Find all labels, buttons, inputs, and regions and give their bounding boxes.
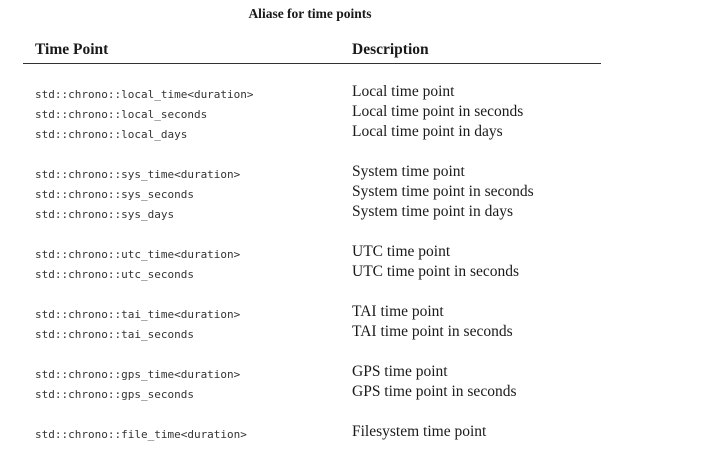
time-point-description: Filesystem time point xyxy=(352,423,487,440)
time-point-code: std::chrono::sys_time<duration> xyxy=(35,168,241,181)
time-point-description: Local time point in days xyxy=(352,123,503,140)
time-point-code: std::chrono::sys_seconds xyxy=(35,188,194,201)
table-row xyxy=(0,243,705,263)
time-point-description: Local time point in seconds xyxy=(352,103,524,120)
time-point-description: UTC time point xyxy=(352,243,451,260)
table-row xyxy=(0,383,705,403)
time-point-description: TAI time point in seconds xyxy=(352,323,513,340)
time-point-description: GPS time point xyxy=(352,363,448,380)
time-point-code: std::chrono::local_seconds xyxy=(35,108,208,121)
time-point-code: std::chrono::gps_seconds xyxy=(35,388,194,401)
time-point-description: TAI time point xyxy=(352,303,444,320)
time-point-description: UTC time point in seconds xyxy=(352,263,520,280)
time-point-code: std::chrono::tai_seconds xyxy=(35,328,194,341)
table-title: Aliase for time points xyxy=(248,6,372,21)
row-group xyxy=(0,303,705,343)
time-point-code: std::chrono::utc_time<duration> xyxy=(35,248,241,261)
row-group xyxy=(0,243,705,283)
table-row xyxy=(0,103,705,123)
row-group xyxy=(0,423,705,443)
time-point-code: std::chrono::file_time<duration> xyxy=(35,428,247,441)
time-point-description: System time point in days xyxy=(352,203,514,220)
table-row xyxy=(0,323,705,343)
time-point-code: std::chrono::local_time<duration> xyxy=(35,88,254,101)
time-point-code: std::chrono::gps_time<duration> xyxy=(35,368,241,381)
table-row xyxy=(0,423,705,443)
time-point-description: System time point xyxy=(352,163,465,180)
time-point-code: std::chrono::local_days xyxy=(35,128,188,141)
time-point-code: std::chrono::utc_seconds xyxy=(35,268,194,281)
table-row xyxy=(0,123,705,143)
column-header-time-point: Time Point xyxy=(35,41,109,58)
time-point-description: Local time point xyxy=(352,83,455,100)
table-row xyxy=(0,203,705,223)
time-point-description: GPS time point in seconds xyxy=(352,383,517,400)
table-row xyxy=(0,183,705,203)
time-point-description: System time point in seconds xyxy=(352,183,534,200)
time-point-code: std::chrono::sys_days xyxy=(35,208,175,221)
row-group xyxy=(0,163,705,223)
time-point-code: std::chrono::tai_time<duration> xyxy=(35,308,241,321)
table-row xyxy=(0,163,705,183)
table-row xyxy=(0,303,705,323)
row-group xyxy=(0,363,705,403)
header-rule xyxy=(23,63,601,64)
table-row xyxy=(0,83,705,103)
column-header-description: Description xyxy=(352,41,429,58)
table-row xyxy=(0,363,705,383)
table-body xyxy=(0,83,705,463)
row-group xyxy=(0,83,705,143)
table-row xyxy=(0,263,705,283)
